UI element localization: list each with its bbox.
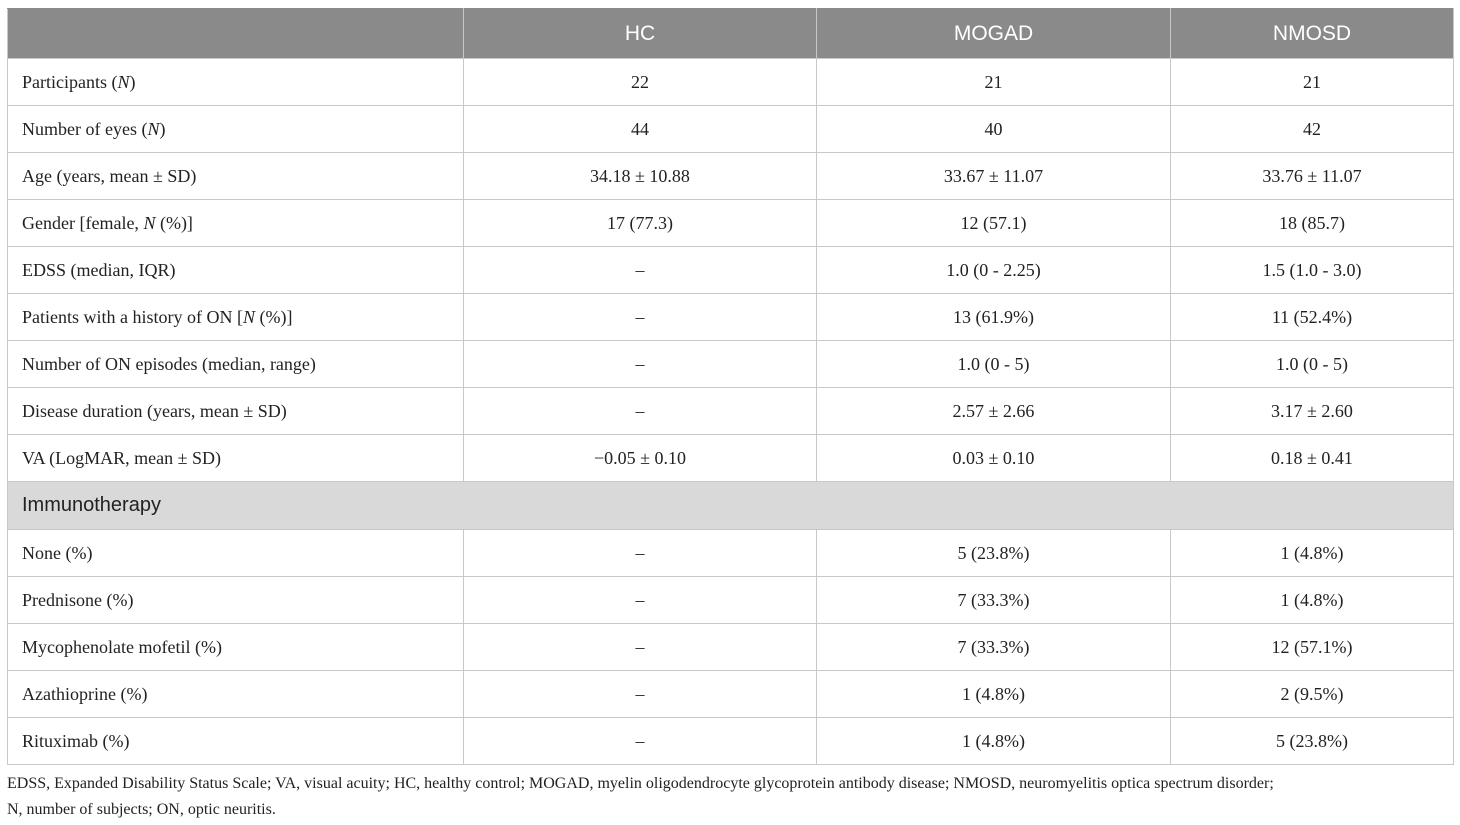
row-label [8, 388, 464, 435]
cell-nmosd: 0.18 ± 0.41 [1171, 435, 1454, 482]
header-empty [8, 9, 464, 59]
cell-nmosd: 3.17 ± 2.60 [1171, 388, 1454, 435]
row-label-text: Disease duration (years, mean ± SD) [22, 400, 287, 421]
row-label-text: VA (LogMAR, mean ± SD) [22, 447, 222, 468]
section-row-immunotherapy [8, 482, 1454, 530]
cell-nmosd: 11 (52.4%) [1171, 294, 1454, 341]
header-nmosd: NMOSD [1171, 9, 1454, 59]
cell-hc: −0.05 ± 0.10 [464, 435, 817, 482]
footnote-line: N, number of subjects; ON, optic neuritis. [7, 801, 276, 818]
cell-nmosd: 2 (9.5%) [1171, 671, 1454, 718]
cell-mogad: 5 (23.8%) [817, 530, 1171, 577]
table-row [8, 59, 1454, 106]
row-label-italic: N [117, 71, 130, 92]
row-label-text: Age (years, mean ± SD) [22, 165, 197, 186]
table-row [8, 388, 1454, 435]
cell-mogad: 1.0 (0 - 2.25) [817, 247, 1171, 294]
cell-mogad: 0.03 ± 0.10 [817, 435, 1171, 482]
row-label [8, 106, 464, 153]
cell-nmosd: 5 (23.8%) [1171, 718, 1454, 765]
cell-mogad: 33.67 ± 11.07 [817, 153, 1171, 200]
cell-nmosd: 33.76 ± 11.07 [1171, 153, 1454, 200]
cell-nmosd: 21 [1171, 59, 1454, 106]
cell-hc: 17 (77.3) [464, 200, 817, 247]
cell-nmosd: 1 (4.8%) [1171, 577, 1454, 624]
cell-nmosd: 12 (57.1%) [1171, 624, 1454, 671]
row-label-suffix: ) [159, 118, 166, 139]
cell-hc: – [464, 530, 817, 577]
table-row [8, 624, 1454, 671]
row-label-suffix: (%)] [255, 306, 293, 327]
cell-hc: – [464, 624, 817, 671]
cell-hc: – [464, 718, 817, 765]
row-label-text: EDSS (median, IQR) [22, 259, 176, 280]
row-label-italic: N [143, 212, 156, 233]
cell-mogad: 7 (33.3%) [817, 577, 1171, 624]
row-label [8, 59, 464, 106]
row-label: Mycophenolate mofetil (%) [8, 624, 464, 671]
row-label [8, 200, 464, 247]
section-label: Immunotherapy [8, 482, 1454, 530]
row-label-text: Participants ( [22, 71, 118, 92]
row-label-suffix: ) [129, 71, 136, 92]
row-label: Rituximab (%) [8, 718, 464, 765]
cell-hc: – [464, 577, 817, 624]
table-row [8, 153, 1454, 200]
demographics-table-container [7, 8, 1453, 765]
header-row [8, 9, 1454, 59]
cell-mogad: 1.0 (0 - 5) [817, 341, 1171, 388]
cell-nmosd: 1.5 (1.0 - 3.0) [1171, 247, 1454, 294]
row-label-text: Gender [female, [22, 212, 144, 233]
row-label-text: Number of ON episodes (median, range) [22, 353, 316, 374]
cell-hc: – [464, 671, 817, 718]
row-label-text: Number of eyes ( [22, 118, 148, 139]
row-label: Azathioprine (%) [8, 671, 464, 718]
table-footnote [7, 771, 1453, 823]
table-row [8, 718, 1454, 765]
cell-hc: 22 [464, 59, 817, 106]
row-label [8, 435, 464, 482]
cell-hc: 44 [464, 106, 817, 153]
cell-mogad: 1 (4.8%) [817, 671, 1171, 718]
cell-hc: – [464, 247, 817, 294]
table-row [8, 577, 1454, 624]
header-hc: HC [464, 9, 817, 59]
row-label [8, 247, 464, 294]
row-label-text: Patients with a history of ON [ [22, 306, 243, 327]
cell-mogad: 1 (4.8%) [817, 718, 1171, 765]
cell-nmosd: 42 [1171, 106, 1454, 153]
table-row [8, 294, 1454, 341]
cell-hc: 34.18 ± 10.88 [464, 153, 817, 200]
row-label: Prednisone (%) [8, 577, 464, 624]
row-label-italic: N [242, 306, 255, 327]
cell-mogad: 2.57 ± 2.66 [817, 388, 1171, 435]
row-label-italic: N [147, 118, 160, 139]
footnote-line: EDSS, Expanded Disability Status Scale; VA, visual acuity; HC, healthy control; MOGAD, myelin oligodendrocyte glycoprotein antibody disease; NMOSD, neuromyelitis optica spectrum disorder; [7, 775, 1274, 792]
cell-nmosd: 18 (85.7) [1171, 200, 1454, 247]
cell-mogad: 21 [817, 59, 1171, 106]
cell-hc: – [464, 341, 817, 388]
cell-nmosd: 1 (4.8%) [1171, 530, 1454, 577]
row-label: None (%) [8, 530, 464, 577]
cell-mogad: 12 (57.1) [817, 200, 1171, 247]
cell-nmosd: 1.0 (0 - 5) [1171, 341, 1454, 388]
row-label [8, 341, 464, 388]
row-label [8, 153, 464, 200]
table-row [8, 106, 1454, 153]
table-row [8, 671, 1454, 718]
row-label [8, 294, 464, 341]
table-row [8, 200, 1454, 247]
table-row [8, 530, 1454, 577]
cell-hc: – [464, 294, 817, 341]
cell-mogad: 7 (33.3%) [817, 624, 1171, 671]
table-row [8, 435, 1454, 482]
table-row [8, 247, 1454, 294]
cell-mogad: 40 [817, 106, 1171, 153]
cell-mogad: 13 (61.9%) [817, 294, 1171, 341]
row-label-suffix: (%)] [155, 212, 193, 233]
header-mogad: MOGAD [817, 9, 1171, 59]
cell-hc: – [464, 388, 817, 435]
demographics-table [7, 8, 1454, 765]
table-row [8, 341, 1454, 388]
